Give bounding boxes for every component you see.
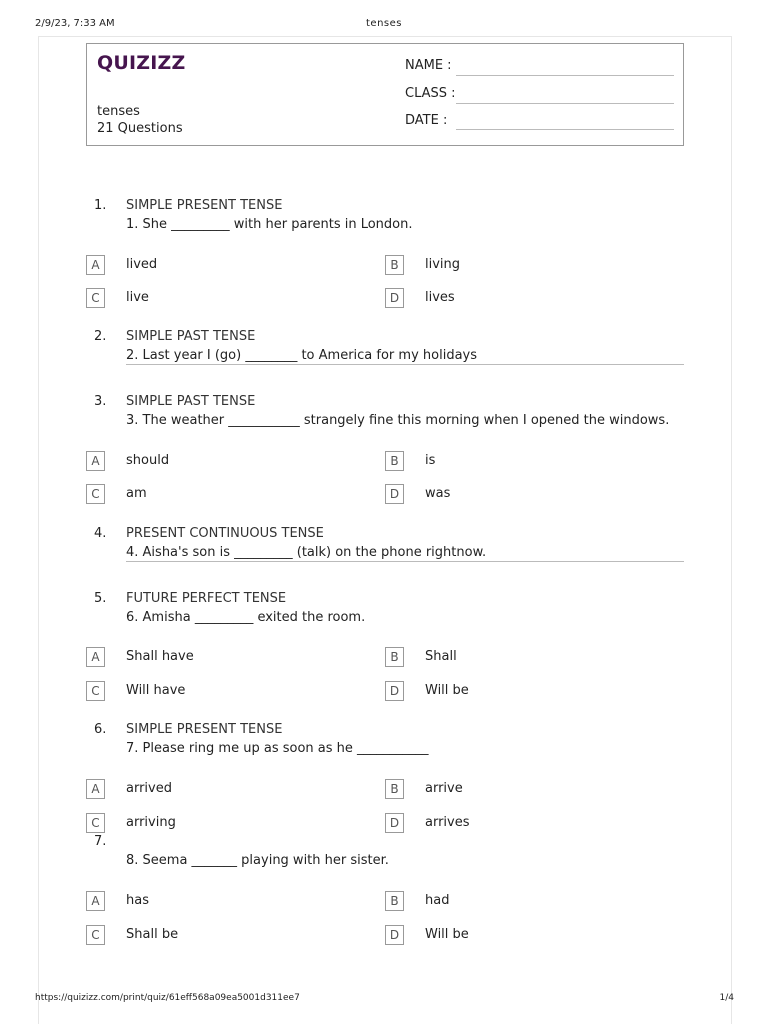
option-letter-box: A (86, 779, 105, 799)
question-text: 8. Seema _______ playing with her sister. (126, 853, 389, 868)
print-datetime: 2/9/23, 7:33 AM (35, 18, 115, 29)
question-topic: SIMPLE PAST TENSE (126, 329, 256, 344)
page-number: 1/4 (719, 993, 734, 1003)
question-topic: FUTURE PERFECT TENSE (126, 591, 287, 606)
option-letter-box: B (385, 451, 404, 471)
option-text: arrived (126, 781, 172, 796)
option-text: was (425, 486, 451, 501)
answer-line[interactable] (126, 561, 684, 562)
option-letter-box: B (385, 647, 404, 667)
option-text: Shall have (126, 649, 194, 664)
option-letter-box: A (86, 451, 105, 471)
option-letter-box: A (86, 647, 105, 667)
option-text: Shall be (126, 927, 179, 942)
question-topic: SIMPLE PAST TENSE (126, 394, 256, 409)
option-letter-box: A (86, 891, 105, 911)
question-text: 4. Aisha's son is _________ (talk) on the phone rightnow. (126, 545, 487, 560)
option-text: Will have (126, 683, 186, 698)
option-letter-box: A (86, 255, 105, 275)
option-text: arrives (425, 815, 470, 830)
option-text: Shall (425, 649, 457, 664)
date-label: DATE : (405, 113, 448, 128)
question-number: 5. (94, 591, 107, 606)
question-number: 7. (94, 834, 107, 849)
question-number: 1. (94, 198, 107, 213)
question-text: 1. She _________ with her parents in London. (126, 217, 413, 232)
question-topic: SIMPLE PRESENT TENSE (126, 722, 283, 737)
question-count: 21 Questions (97, 121, 183, 136)
question-text: 2. Last year I (go) ________ to America for my holidays (126, 348, 477, 363)
option-letter-box: D (385, 925, 404, 945)
option-text: lived (126, 257, 158, 272)
option-text: lives (425, 290, 455, 305)
option-text: has (126, 893, 149, 908)
option-letter-box: D (385, 813, 404, 833)
question-number: 3. (94, 394, 107, 409)
option-letter-box: D (385, 484, 404, 504)
quiz-header-box (86, 43, 684, 146)
option-letter-box: C (86, 484, 105, 504)
question-topic: SIMPLE PRESENT TENSE (126, 198, 283, 213)
option-letter-box: D (385, 288, 404, 308)
option-letter-box: D (385, 681, 404, 701)
question-text: 6. Amisha _________ exited the room. (126, 610, 366, 625)
class-label: CLASS : (405, 86, 456, 101)
option-text: live (126, 290, 149, 305)
name-field[interactable] (456, 75, 674, 76)
option-text: should (126, 453, 170, 468)
option-text: am (126, 486, 147, 501)
option-letter-box: B (385, 891, 404, 911)
option-letter-box: B (385, 255, 404, 275)
option-text: living (425, 257, 461, 272)
option-letter-box: C (86, 288, 105, 308)
option-text: arrive (425, 781, 463, 796)
question-number: 6. (94, 722, 107, 737)
question-topic: PRESENT CONTINUOUS TENSE (126, 526, 324, 541)
option-text: had (425, 893, 450, 908)
quizizz-logo: QUIZIZZ (97, 52, 186, 74)
option-text: arriving (126, 815, 176, 830)
option-letter-box: C (86, 925, 105, 945)
option-text: Will be (425, 683, 469, 698)
quiz-name: tenses (97, 104, 140, 119)
name-label: NAME : (405, 58, 452, 73)
question-number: 2. (94, 329, 107, 344)
date-field[interactable] (456, 129, 674, 130)
class-field[interactable] (456, 103, 674, 104)
print-url: https://quizizz.com/print/quiz/61eff568a09ea5001d311ee7 (35, 993, 300, 1003)
question-number: 4. (94, 526, 107, 541)
answer-line[interactable] (126, 364, 684, 365)
question-text: 7. Please ring me up as soon as he ___________ (126, 741, 429, 756)
print-page-title: tenses (366, 18, 402, 29)
option-text: Will be (425, 927, 469, 942)
option-letter-box: C (86, 681, 105, 701)
option-letter-box: C (86, 813, 105, 833)
option-text: is (425, 453, 436, 468)
option-letter-box: B (385, 779, 404, 799)
question-text: 3. The weather ___________ strangely fine this morning when I opened the windows. (126, 413, 670, 428)
